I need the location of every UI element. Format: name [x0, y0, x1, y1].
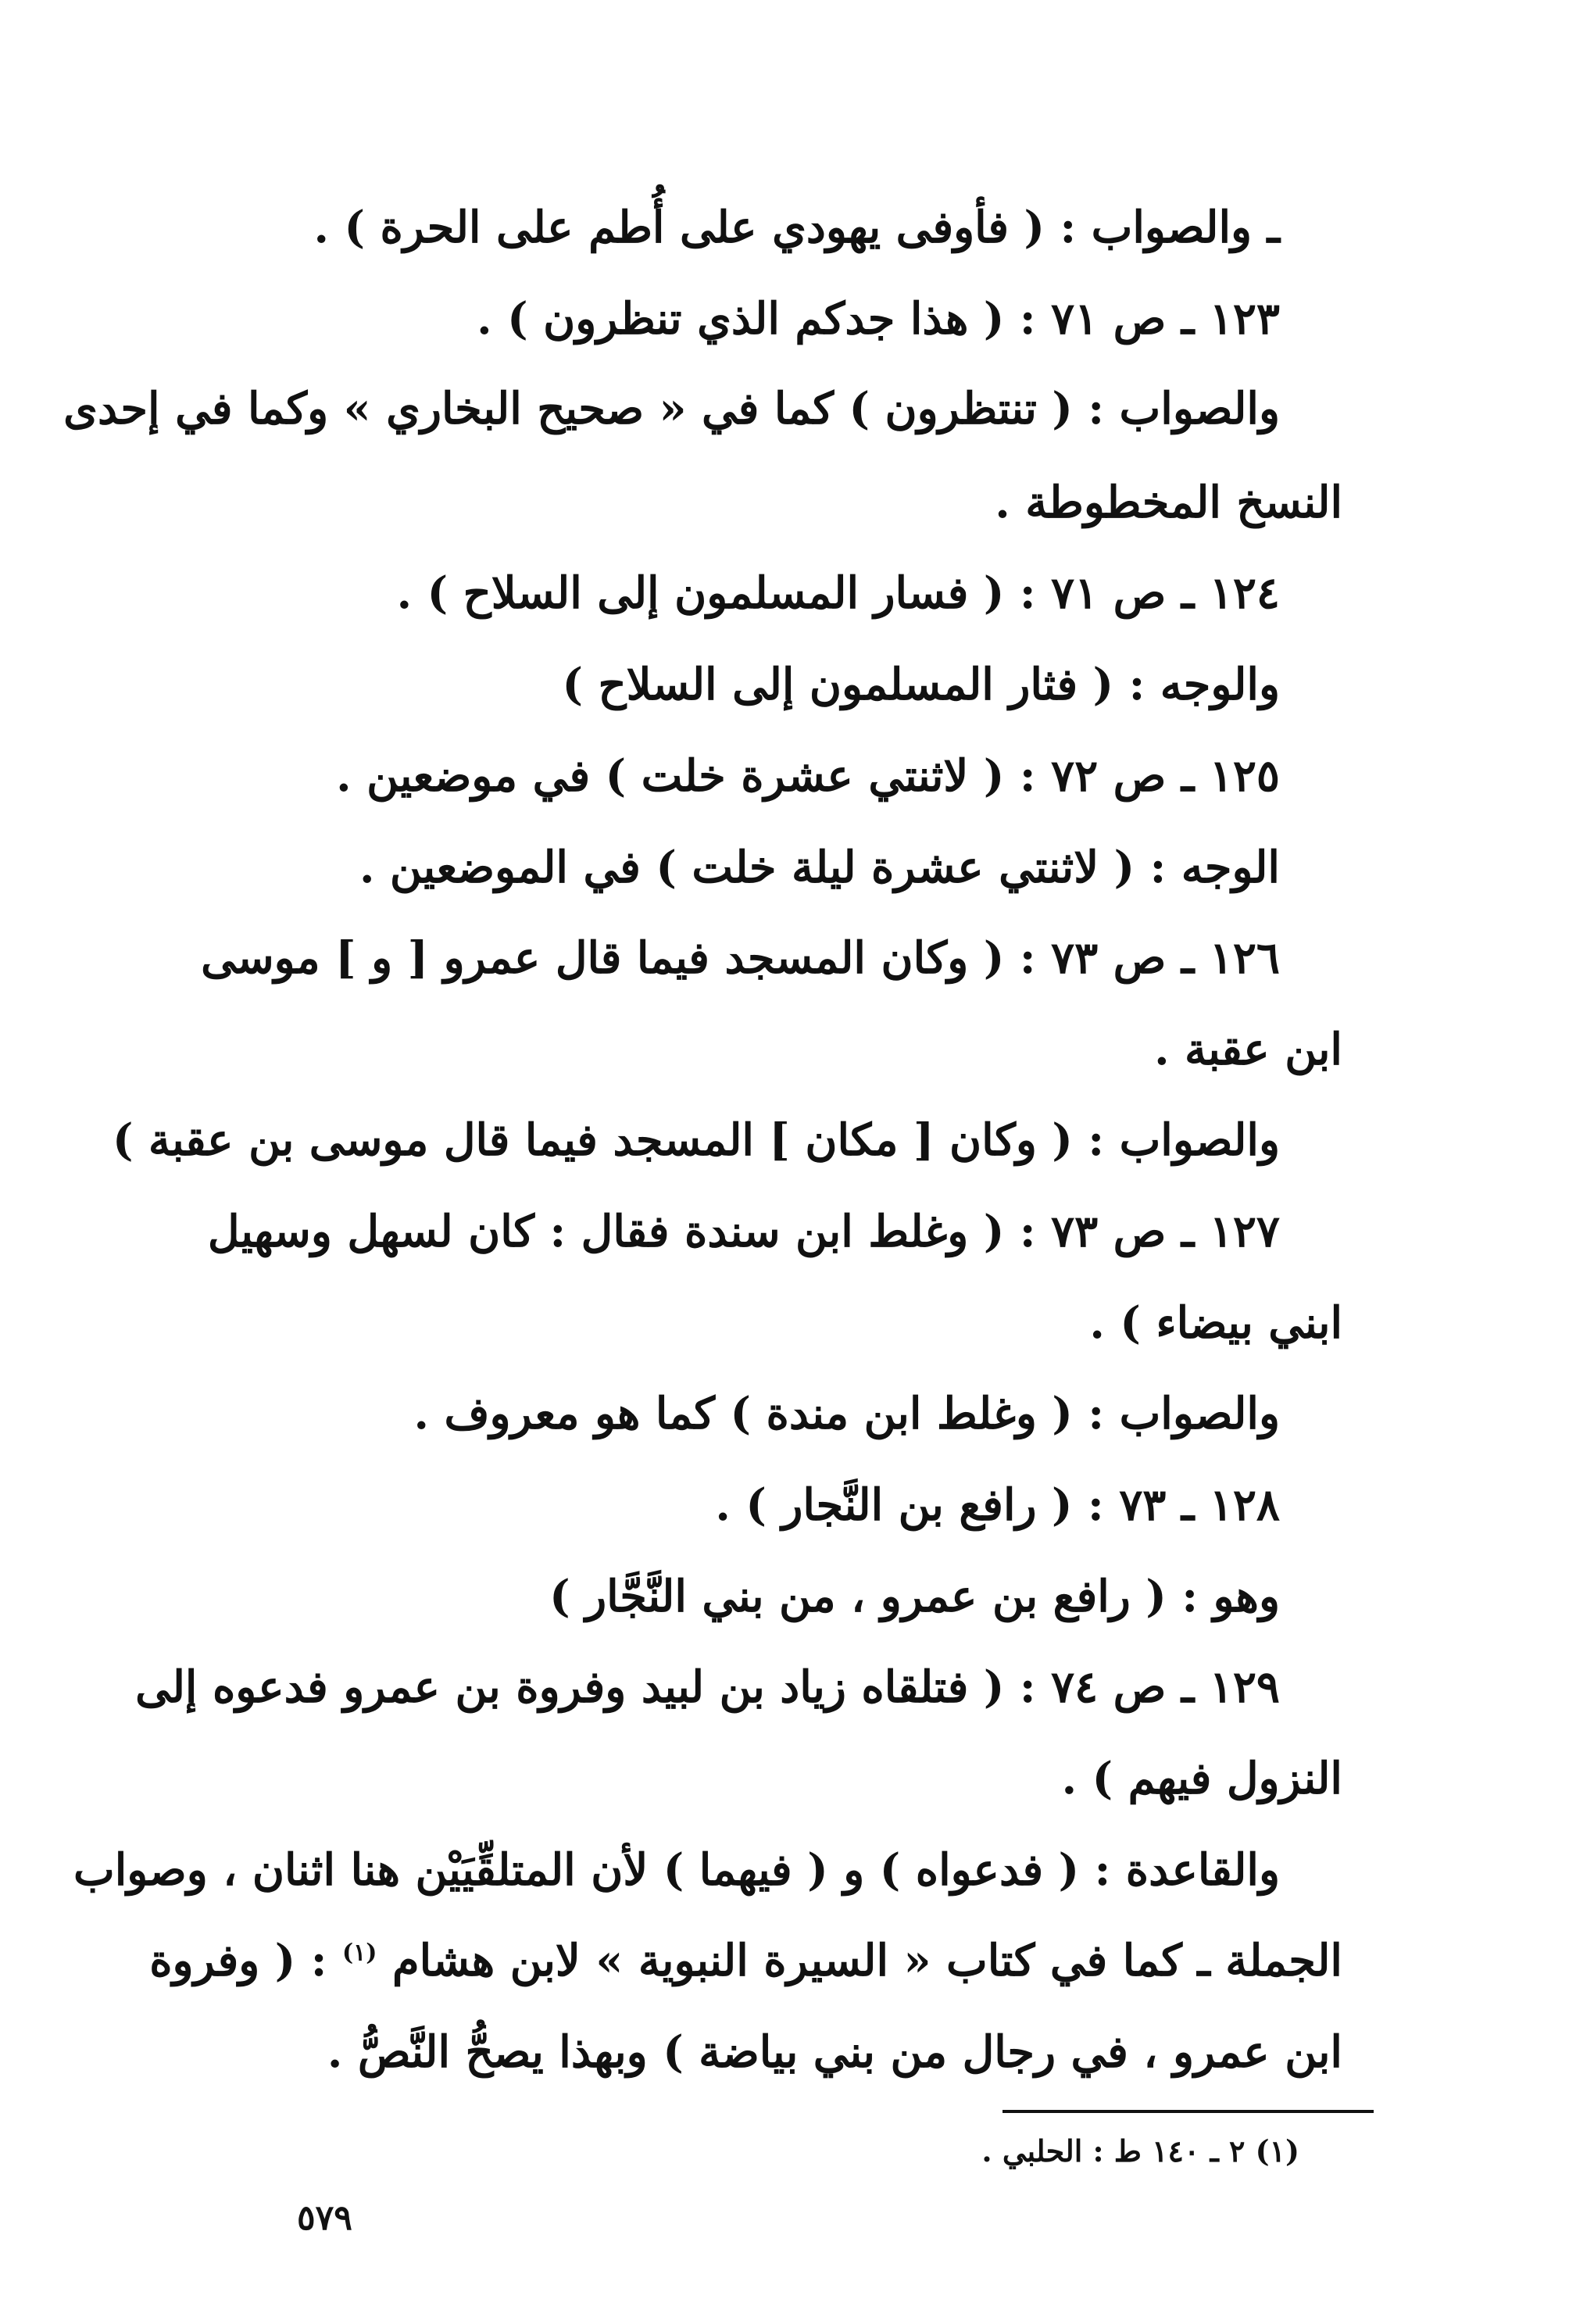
text-line: والقاعدة : ( فدعواه ) و ( فيهما ) لأن المتلقِّيَيْن هنا اثنان ، وصواب — [73, 1844, 1280, 1896]
text-line: ابن عمرو ، في رجال من بني بياضة ) وبهذا يصحُّ النَّصُّ . — [327, 2026, 1342, 2078]
text-line: ١٢٦ ـ ص ٧٣ : ( وكان المسجد فيما قال عمرو [ و ] موسى — [201, 932, 1280, 984]
text-line: ١٢٩ ـ ص ٧٤ : ( فتلقاه زياد بن لبيد وفروة بن عمرو فدعوه إلى — [135, 1661, 1280, 1713]
footnote-reference: (١) — [341, 1939, 377, 1967]
text-line: والصواب : ( وكان [ مكان ] المسجد فيما قال موسى بن عقبة ) — [112, 1114, 1280, 1166]
text-line: والصواب : ( تنتظرون ) كما في « صحيح البخاري » وكما في إحدى — [63, 383, 1280, 434]
text-line: النزول فيهم ) . — [1061, 1753, 1342, 1804]
text-line: والصواب : ( وغلط ابن مندة ) كما هو معروف . — [413, 1388, 1280, 1439]
text-line: ١٢٨ ـ ٧٣ : ( رافع بن النَّجار ) . — [715, 1479, 1280, 1531]
text-line: ١٢٣ ـ ص ٧١ : ( هذا جدكم الذي تنظرون ) . — [477, 293, 1280, 345]
text-line: ابني بيضاء ) . — [1089, 1297, 1342, 1349]
text-line: ابن عقبة . — [1154, 1024, 1342, 1075]
text-line: ـ والصواب : ( فأوفى يهودي على أُطم على الحرة ) . — [313, 202, 1280, 253]
text-line: ١٢٥ ـ ص ٧٢ : ( لاثنتي عشرة خلت ) في موضعين . — [336, 750, 1280, 802]
text-line: وهو : ( رافع بن عمرو ، من بني النَّجَّار ) — [549, 1571, 1280, 1622]
footnote-divider — [1003, 2110, 1374, 2113]
text-line: ١٢٧ ـ ص ٧٣ : ( وغلط ابن سندة فقال : كان لسهل وسهيل — [207, 1206, 1280, 1257]
footnote: (١) ٢ ـ ١٤٠ ط : الحلبي . — [981, 2133, 1299, 2168]
text-line: ١٢٤ ـ ص ٧١ : ( فسار المسلمون إلى السلاح ) . — [396, 567, 1280, 619]
text-segment: : ( وفروة — [149, 1935, 327, 1986]
text-line: والوجه : ( فثار المسلمون إلى السلاح ) — [562, 659, 1280, 710]
text-line: الوجه : ( لاثنتي عشرة ليلة خلت ) في الموضعين . — [359, 842, 1280, 893]
text-line — [149, 1935, 1342, 1987]
text-line: النسخ المخطوطة . — [995, 477, 1342, 528]
page-number: ٥٧٩ — [297, 2198, 352, 2238]
text-segment: الجملة ـ كما في كتاب « السيرة النبوية » لابن هشام — [391, 1935, 1342, 1986]
